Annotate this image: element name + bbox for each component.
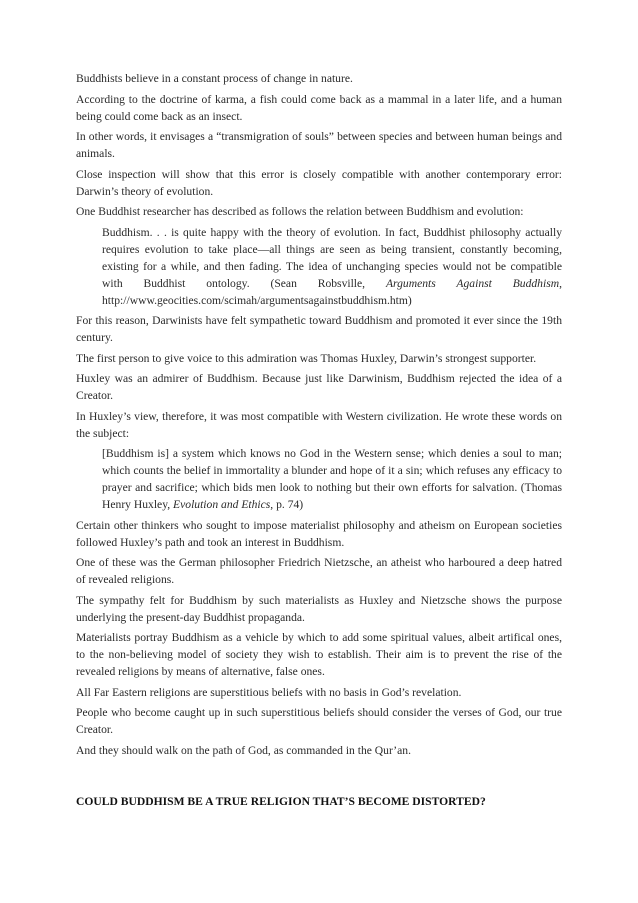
paragraph-12: The sympathy felt for Buddhism by such materialists as Huxley and Nietzsche shows the purpose underlying the present-day Buddhist propaganda. xyxy=(76,593,562,624)
paragraph-5: One Buddhist researcher has described as follows the relation between Buddhism and evolution: xyxy=(76,205,524,218)
paragraph-13: Materialists portray Buddhism as a vehicle by which to add some spiritual values, albeit artifical ones, to the non-believing model of society they wish to establish. Their aim is to prevent the rise of the revealed religions by means of alternative, false ones. xyxy=(76,631,562,678)
paragraph-1: Buddhists believe in a constant process of change in nature. xyxy=(76,72,353,85)
paragraph-10: Certain other thinkers who sought to impose materialist philosophy and atheism on European societies followed Huxley’s path and took an interest in Buddhism. xyxy=(76,518,562,549)
paragraph-2: According to the doctrine of karma, a fish could come back as a mammal in a later life, and a human being could come back as an insect. xyxy=(76,92,562,123)
paragraph-6: For this reason, Darwinists have felt sympathetic toward Buddhism and promoted it ever since the 19th century. xyxy=(76,314,562,344)
block-quote-huxley xyxy=(76,445,562,513)
quote-text: [Buddhism is] a system which knows no God in the Western sense; which denies a soul to man; which counts the belief in immortality a blunder and hope of it a sin; which refuses any efficacy to prayer and sacrifice; which bids men look to nothing but their own efforts for salvation. (Thomas Henry Huxley, xyxy=(102,447,562,511)
quote-source-title: Arguments Against Buddhism xyxy=(385,276,560,290)
paragraph-11: One of these was the German philosopher Friedrich Nietzsche, an atheist who harboured a deep hatred of revealed religions. xyxy=(76,556,562,586)
document-page xyxy=(76,70,562,810)
paragraph-9: In Huxley’s view, therefore, it was most compatible with Western civilization. He wrote these words on the subject: xyxy=(76,409,562,440)
paragraph-4: Close inspection will show that this error is closely compatible with another contemporary error: Darwin’s theory of evolution. xyxy=(76,167,562,198)
section-heading: COULD BUDDHISM BE A TRUE RELIGION THAT’S BECOME DISTORTED? xyxy=(76,794,486,808)
paragraph-14: All Far Eastern religions are superstitious beliefs with no basis in God’s revelation. xyxy=(76,685,462,699)
paragraph-3: In other words, it envisages a “transmigration of souls” between species and between human beings and animals. xyxy=(76,130,562,160)
quote-text: Buddhism. . . is quite happy with the theory of evolution. In fact, Buddhist philosophy actually requires evolution to take place—all things are seen as being transient, constantly becoming, existing for a while, and then fading. The idea of unchanging species would not be compatible with Buddhist ontology. (Sean Robsville, xyxy=(102,225,562,290)
quote-source-tail: , p. 74) xyxy=(270,498,304,511)
block-quote-robsville xyxy=(76,224,562,309)
paragraph-7: The first person to give voice to this admiration was Thomas Huxley, Darwin’s strongest supporter. xyxy=(76,351,537,365)
paragraph-15: People who become caught up in such superstitious beliefs should consider the verses of God, our true Creator. xyxy=(76,706,562,736)
paragraph-8: Huxley was an admirer of Buddhism. Because just like Darwinism, Buddhism rejected the idea of a Creator. xyxy=(76,372,562,402)
quote-source-title: Evolution and Ethics xyxy=(173,498,271,511)
quote-source-tail: , http://www.geocities.com/scimah/argumentsagainstbuddhism.htm) xyxy=(102,276,562,307)
paragraph-16: And they should walk on the path of God, as commanded in the Qur’an. xyxy=(76,743,411,757)
